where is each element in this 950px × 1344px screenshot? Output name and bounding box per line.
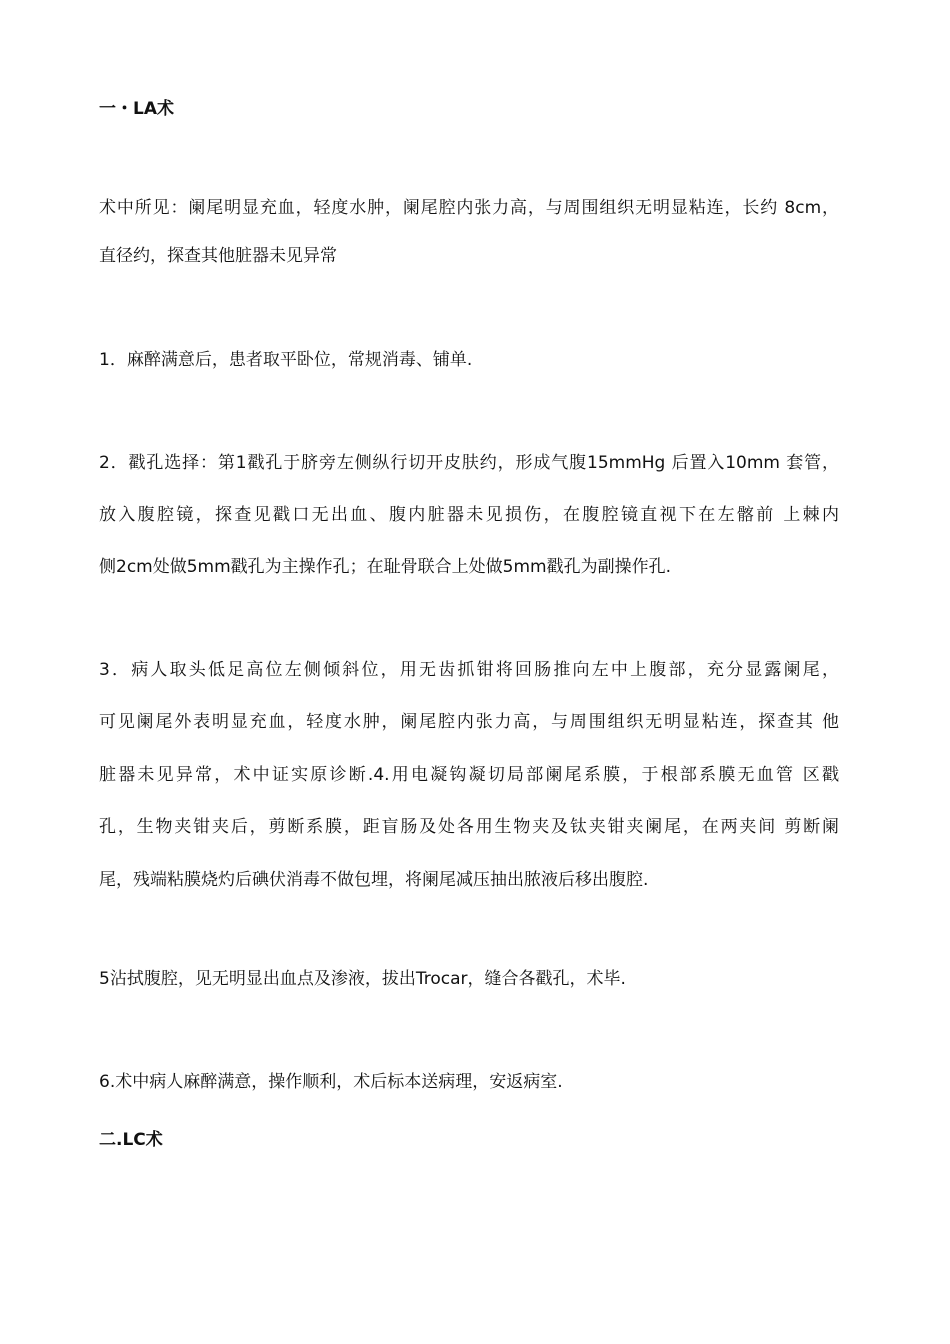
step-3-line-3: 脏器未见异常，术中证实原诊断.4.用电凝钩凝切局部阑尾系膜，于根部系膜无血管 区戳 xyxy=(99,765,839,785)
step-3-line-4: 孔，生物夹钳夹后，剪断系膜，距盲肠及处各用生物夹及钛夹钳夹阑尾，在两夹间 剪断阑 xyxy=(99,817,839,837)
step-6-line-1: 6.术中病人麻醉满意，操作顺利，术后标本送病理，安返病室. xyxy=(99,1072,563,1092)
step-1-line-1: 1．麻醉满意后，患者取平卧位，常规消毒、铺单. xyxy=(99,350,473,370)
step-5-line-1: 5沾拭腹腔，见无明显出血点及渗液，拔出Trocar，缝合各戳孔，术毕. xyxy=(99,969,626,989)
step-2-line-3: 侧2cm处做5mm戳孔为主操作孔；在耻骨联合上处做5mm戳孔为副操作孔. xyxy=(99,557,671,577)
step-3-line-2: 可见阑尾外表明显充血，轻度水肿，阑尾腔内张力高，与周围组织无明显粘连，探查其 他 xyxy=(99,712,839,732)
findings-line-1: 术中所见：阑尾明显充血，轻度水肿，阑尾腔内张力高，与周围组织无明显粘连，长约 8cm， xyxy=(99,198,839,218)
section-2-title: 二.LC术 xyxy=(99,1130,163,1150)
step-3-line-1: 3．病人取头低足高位左侧倾斜位，用无齿抓钳将回肠推向左中上腹部，充分显露阑尾， xyxy=(99,660,839,680)
step-2-line-2: 放入腹腔镜，探查见戳口无出血、腹内脏器未见损伤，在腹腔镜直视下在左髂前 上棘内 xyxy=(99,505,839,525)
section-1-title: 一・LA术 xyxy=(99,99,174,119)
step-3-line-5: 尾，残端粘膜烧灼后碘伏消毒不做包埋，将阑尾减压抽出脓液后移出腹腔. xyxy=(99,870,649,890)
step-2-line-1: 2．戳孔选择：第1戳孔于脐旁左侧纵行切开皮肤约，形成气腹15mmHg 后置入10mm 套管， xyxy=(99,453,839,473)
findings-line-2: 直径约，探查其他脏器未见异常 xyxy=(99,246,337,266)
